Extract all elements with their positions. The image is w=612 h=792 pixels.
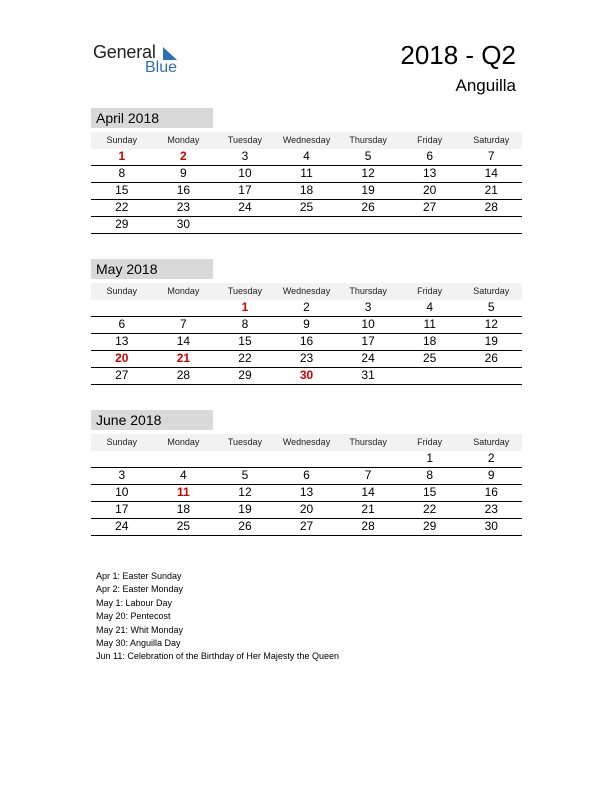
- weekday-header: Monday: [167, 437, 200, 447]
- day-cell: 23: [153, 200, 215, 217]
- day-cell: 2: [276, 300, 338, 317]
- day-cell: [460, 368, 522, 385]
- day-cell: [91, 300, 153, 317]
- page-title: 2018 - Q2: [400, 40, 516, 70]
- day-cell: 30: [153, 217, 215, 234]
- day-cell: 13: [399, 166, 461, 183]
- day-cell: 16: [460, 485, 522, 502]
- day-cell: 14: [337, 485, 399, 502]
- day-cell: 26: [460, 351, 522, 368]
- week-row: [91, 351, 522, 368]
- day-cell: 29: [214, 368, 276, 385]
- week-row: [91, 519, 522, 536]
- day-cell: 27: [399, 200, 461, 217]
- day-cell: 24: [91, 519, 153, 536]
- day-cell: 25: [276, 200, 338, 217]
- day-cell: [337, 217, 399, 234]
- day-cell: 1: [91, 149, 153, 166]
- day-cell: 12: [337, 166, 399, 183]
- weekday-header: Thursday: [349, 135, 387, 145]
- day-cell: 5: [460, 300, 522, 317]
- day-cell: 30: [460, 519, 522, 536]
- day-cell: [153, 300, 215, 317]
- day-cell: 25: [399, 351, 461, 368]
- day-cell: 6: [91, 317, 153, 334]
- day-cell: 14: [460, 166, 522, 183]
- day-cell: 7: [460, 149, 522, 166]
- week-row: [91, 217, 522, 234]
- day-cell: 28: [337, 519, 399, 536]
- day-cell: 8: [399, 468, 461, 485]
- weekday-header: Sunday: [106, 135, 138, 145]
- weekday-header: Tuesday: [227, 135, 263, 145]
- weekday-header: Saturday: [473, 135, 510, 145]
- holiday-item: Jun 11: Celebration of the Birthday of Her Majesty the Queen: [96, 651, 339, 662]
- day-cell: [214, 217, 276, 234]
- day-cell: 26: [337, 200, 399, 217]
- day-cell: [460, 217, 522, 234]
- day-cell: 21: [153, 351, 215, 368]
- day-cell: 28: [460, 200, 522, 217]
- generalblue-logo: [93, 42, 193, 78]
- week-row: [91, 183, 522, 200]
- day-cell: 1: [399, 451, 461, 468]
- day-cell: 16: [276, 334, 338, 351]
- month-title: June 2018: [91, 410, 213, 430]
- day-cell: 21: [460, 183, 522, 200]
- day-cell: [153, 451, 215, 468]
- day-cell: 12: [214, 485, 276, 502]
- week-row: [91, 149, 522, 166]
- day-cell: 11: [153, 485, 215, 502]
- day-cell: 5: [214, 468, 276, 485]
- day-cell: 18: [399, 334, 461, 351]
- week-row: [91, 334, 522, 351]
- day-cell: 22: [91, 200, 153, 217]
- weekday-header: Thursday: [349, 437, 387, 447]
- day-cell: 17: [214, 183, 276, 200]
- day-cell: 10: [337, 317, 399, 334]
- week-row: [91, 368, 522, 385]
- day-cell: 2: [153, 149, 215, 166]
- weekday-header: Thursday: [349, 286, 387, 296]
- day-cell: 4: [153, 468, 215, 485]
- day-cell: 17: [91, 502, 153, 519]
- day-cell: [337, 451, 399, 468]
- day-cell: 23: [460, 502, 522, 519]
- day-cell: 3: [91, 468, 153, 485]
- day-cell: 11: [276, 166, 338, 183]
- day-cell: 29: [91, 217, 153, 234]
- week-row: [91, 451, 522, 468]
- weekday-header: Saturday: [473, 286, 510, 296]
- weekday-header: Monday: [167, 286, 200, 296]
- holiday-item: May 1: Labour Day: [96, 597, 173, 608]
- day-cell: 4: [276, 149, 338, 166]
- day-cell: 7: [153, 317, 215, 334]
- weekday-header-row: [91, 132, 522, 149]
- holiday-item: May 20: Pentecost: [96, 611, 171, 622]
- day-cell: 31: [337, 368, 399, 385]
- day-cell: 26: [214, 519, 276, 536]
- week-row: [91, 485, 522, 502]
- day-cell: 11: [399, 317, 461, 334]
- day-cell: [276, 451, 338, 468]
- weekday-header: Saturday: [473, 437, 510, 447]
- day-cell: 15: [91, 183, 153, 200]
- week-row: [91, 300, 522, 317]
- day-cell: 10: [214, 166, 276, 183]
- weekday-header: Wednesday: [282, 286, 331, 296]
- day-cell: 12: [460, 317, 522, 334]
- day-cell: 6: [399, 149, 461, 166]
- day-cell: [399, 217, 461, 234]
- day-cell: 24: [337, 351, 399, 368]
- weekday-header: Friday: [417, 286, 443, 296]
- day-cell: 21: [337, 502, 399, 519]
- day-cell: 7: [337, 468, 399, 485]
- day-cell: 25: [153, 519, 215, 536]
- day-cell: 10: [91, 485, 153, 502]
- weekday-header: Friday: [417, 437, 443, 447]
- month-title: April 2018: [91, 108, 213, 128]
- day-cell: 13: [276, 485, 338, 502]
- month-grid: [91, 283, 522, 385]
- day-cell: 9: [153, 166, 215, 183]
- day-cell: 15: [214, 334, 276, 351]
- weekday-header: Wednesday: [282, 135, 331, 145]
- day-cell: 22: [399, 502, 461, 519]
- day-cell: 13: [91, 334, 153, 351]
- day-cell: 3: [337, 300, 399, 317]
- month-grid: [91, 132, 522, 234]
- country-name: Anguilla: [455, 76, 516, 95]
- day-cell: 19: [460, 334, 522, 351]
- day-cell: 24: [214, 200, 276, 217]
- week-row: [91, 200, 522, 217]
- day-cell: 8: [91, 166, 153, 183]
- holiday-item: May 21: Whit Monday: [96, 624, 184, 635]
- weekday-header: Tuesday: [227, 437, 263, 447]
- holiday-list: [96, 570, 339, 664]
- day-cell: 8: [214, 317, 276, 334]
- week-row: [91, 166, 522, 183]
- day-cell: 6: [276, 468, 338, 485]
- day-cell: 18: [153, 502, 215, 519]
- day-cell: 4: [399, 300, 461, 317]
- day-cell: [399, 368, 461, 385]
- day-cell: 23: [276, 351, 338, 368]
- day-cell: 5: [337, 149, 399, 166]
- weekday-header: Monday: [167, 135, 200, 145]
- day-cell: 28: [153, 368, 215, 385]
- holiday-item: May 30: Anguilla Day: [96, 638, 181, 649]
- day-cell: 22: [214, 351, 276, 368]
- day-cell: 15: [399, 485, 461, 502]
- day-cell: 20: [91, 351, 153, 368]
- day-cell: 9: [460, 468, 522, 485]
- weekday-header-row: [91, 283, 522, 300]
- weekday-header: Sunday: [106, 286, 138, 296]
- week-row: [91, 317, 522, 334]
- day-cell: 30: [276, 368, 338, 385]
- day-cell: 20: [276, 502, 338, 519]
- day-cell: 29: [399, 519, 461, 536]
- day-cell: 19: [337, 183, 399, 200]
- weekday-header: Friday: [417, 135, 443, 145]
- day-cell: 19: [214, 502, 276, 519]
- day-cell: 18: [276, 183, 338, 200]
- day-cell: 27: [276, 519, 338, 536]
- day-cell: 27: [91, 368, 153, 385]
- day-cell: 3: [214, 149, 276, 166]
- weekday-header: Tuesday: [227, 286, 263, 296]
- month-title: May 2018: [91, 259, 213, 279]
- day-cell: [91, 451, 153, 468]
- day-cell: [276, 217, 338, 234]
- holiday-item: Apr 2: Easter Monday: [96, 584, 184, 595]
- weekday-header-row: [91, 434, 522, 451]
- day-cell: 1: [214, 300, 276, 317]
- day-cell: 9: [276, 317, 338, 334]
- month-grid: [91, 434, 522, 536]
- day-cell: 14: [153, 334, 215, 351]
- day-cell: 16: [153, 183, 215, 200]
- week-row: [91, 502, 522, 519]
- day-cell: [214, 451, 276, 468]
- day-cell: 17: [337, 334, 399, 351]
- weekday-header: Sunday: [106, 437, 138, 447]
- day-cell: 20: [399, 183, 461, 200]
- day-cell: 2: [460, 451, 522, 468]
- logo-word-general: General: [93, 42, 156, 62]
- logo-word-blue: Blue: [145, 59, 178, 76]
- holiday-item: Apr 1: Easter Sunday: [96, 571, 182, 581]
- week-row: [91, 468, 522, 485]
- weekday-header: Wednesday: [282, 437, 331, 447]
